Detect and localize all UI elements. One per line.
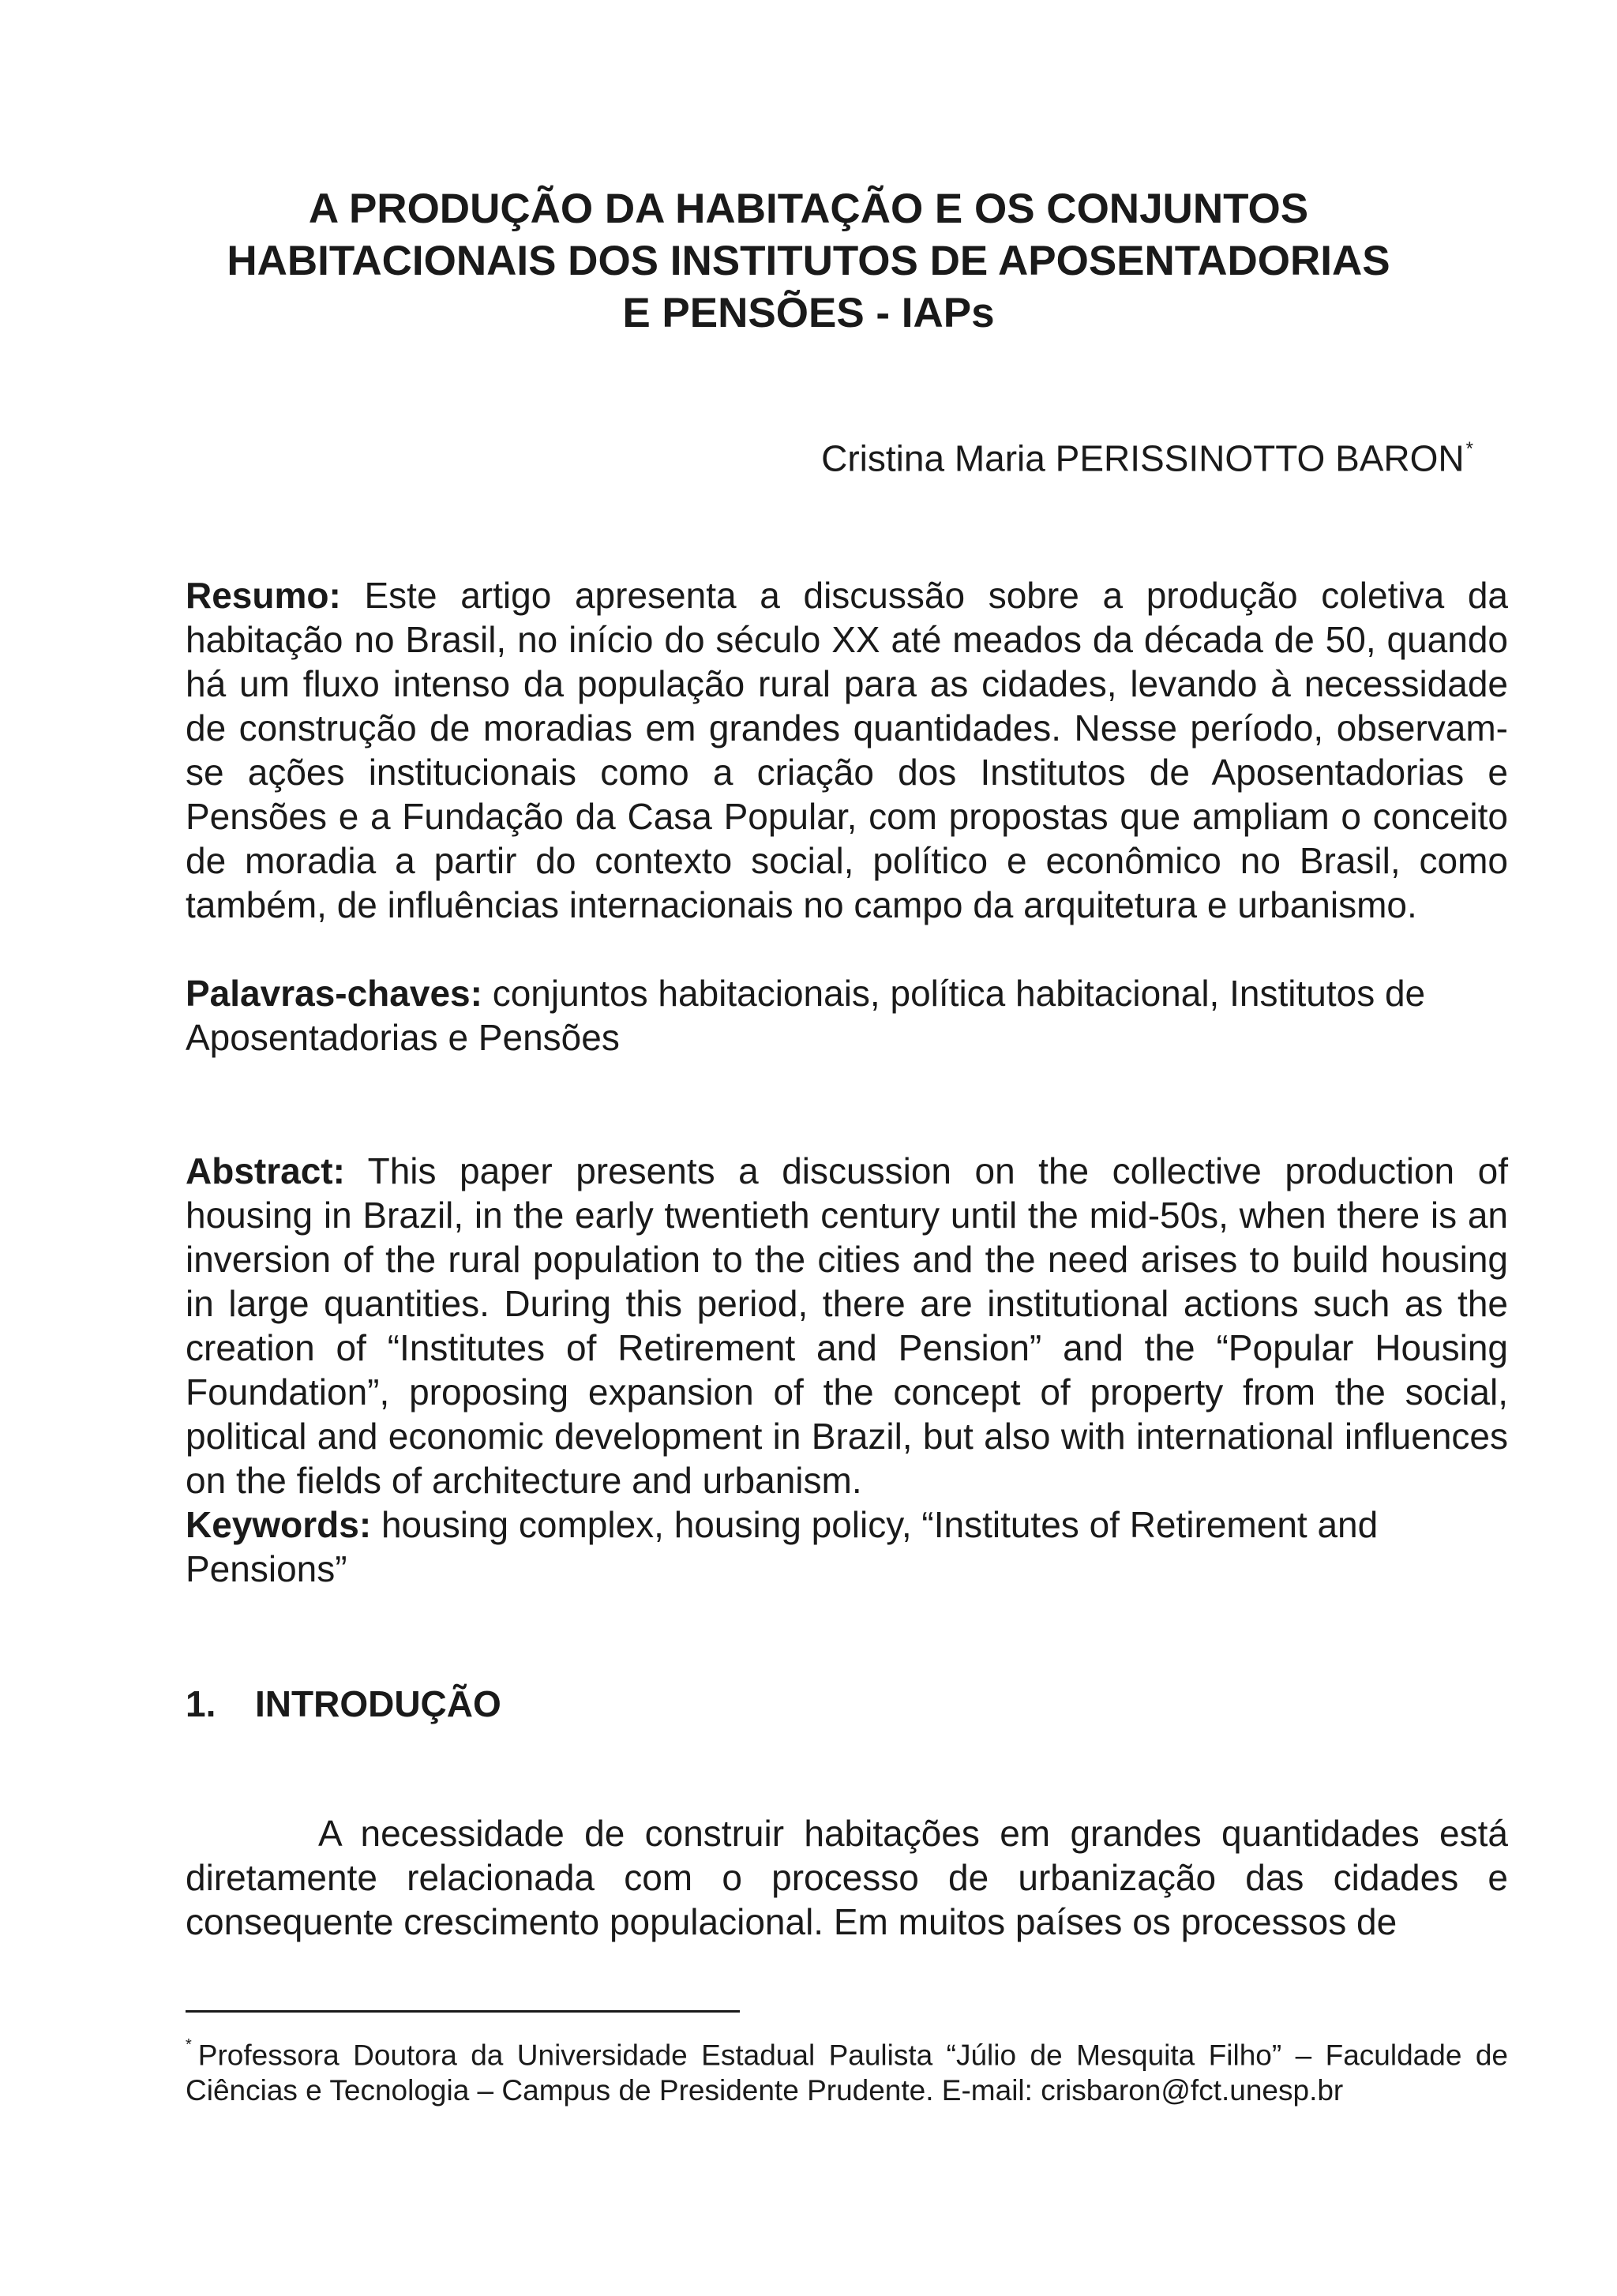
introduction-paragraph: A necessidade de construir habitações em grandes quantidades está diretamente relacionada com o processo de urbanização das cidades e consequente crescimento populacional. Em muitos países os processos de — [186, 1813, 1508, 1942]
resumo-text: Este artigo apresenta a discussão sobre a produção coletiva da habitação no Brasil, no início do século XX até meados da década de 50, quando há um fluxo intenso da população rural para as cidades, levando à necessidade de construção de moradias em grandes quantidades. Nesse período, observam-se ações institucionais como a criação dos Institutos de Aposentadorias e Pensões e a Fundação da Casa Popular, com propostas que ampliam o conceito de moradia a partir do contexto social, político e econômico no Brasil, como também, de influências internacionais no campo da arquitetura e urbanismo. — [186, 575, 1509, 925]
resumo-paragraph — [186, 573, 1508, 927]
footnote-mark: * — [186, 2036, 192, 2054]
palavras-chaves-paragraph — [186, 971, 1508, 1060]
section-heading-introducao — [186, 1682, 501, 1726]
abstract-text: This paper presents a discussion on the collective production of housing in Brazil, in the early twentieth century until the mid-50s, when there is an inversion of the rural population to the cities and the need arises to build housing in large quantities. During this period, there are institutional actions such as the creation of “Institutes of Retirement and Pension” and the “Popular Housing Foundation”, proposing expansion of the concept of property from the social, political and economic development in Brazil, but also with international influences on the fields of architecture and urbanism. — [186, 1150, 1509, 1501]
resumo-label: Resumo: — [186, 575, 341, 616]
section-number: 1. — [186, 1683, 216, 1724]
title-line-3: E PENSÕES - IAPs — [622, 290, 995, 336]
keywords-text: housing complex, housing policy, “Institutes of Retirement and Pensions” — [186, 1504, 1379, 1589]
abstract-paragraph — [186, 1149, 1508, 1503]
keywords-paragraph — [186, 1503, 1508, 1591]
author-name: Cristina Maria PERISSINOTTO BARON — [821, 437, 1465, 479]
palavras-chaves-text: conjuntos habitacionais, política habitacional, Institutos de Aposentadorias e Pensões — [186, 973, 1426, 1058]
title-line-1: A PRODUÇÃO DA HABITAÇÃO E OS CONJUNTOS — [308, 186, 1309, 232]
palavras-chaves-label: Palavras-chaves: — [186, 973, 482, 1014]
footnote-divider — [186, 2010, 740, 2013]
paper-title — [142, 183, 1475, 340]
keywords-label: Keywords: — [186, 1504, 372, 1545]
author-line — [821, 430, 1473, 480]
footnote — [186, 2032, 1508, 2108]
abstract-label: Abstract: — [186, 1150, 345, 1191]
title-line-2: HABITACIONAIS DOS INSTITUTOS DE APOSENTADORIAS — [227, 238, 1390, 284]
footnote-text: Professora Doutora da Universidade Estadual Paulista “Júlio de Mesquita Filho” – Faculdade de Ciências e Tecnologia – Campus de Presidente Prudente. E-mail: crisbaron@fct.unesp.br — [186, 2039, 1508, 2107]
section-title: INTRODUÇÃO — [255, 1683, 501, 1724]
author-footnote-mark: * — [1465, 438, 1473, 460]
